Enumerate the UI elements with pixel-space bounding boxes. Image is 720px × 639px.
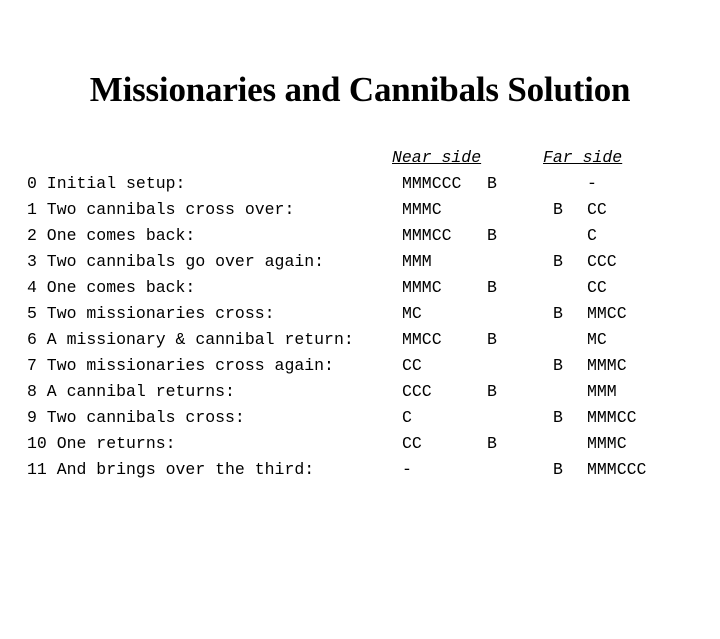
step-description: 10 One returns: — [27, 434, 176, 453]
near-side-state: CCC — [402, 382, 432, 401]
far-side-boat: B — [553, 356, 563, 375]
step-description: 4 One comes back: — [27, 278, 196, 297]
step-description: 7 Two missionaries cross again: — [27, 356, 334, 375]
step-row — [0, 171, 720, 197]
far-side-state: CC — [587, 278, 607, 297]
far-side-state: C — [587, 226, 597, 245]
step-row — [0, 249, 720, 275]
near-side-boat: B — [487, 330, 497, 349]
near-side-state: - — [402, 460, 412, 479]
near-side-state: MMCC — [402, 330, 442, 349]
step-row — [0, 275, 720, 301]
far-side-state: MMMCC — [587, 408, 637, 427]
near-side-boat: B — [487, 434, 497, 453]
step-description: 5 Two missionaries cross: — [27, 304, 275, 323]
near-side-state: MMMCC — [402, 226, 452, 245]
far-side-state: MMMC — [587, 356, 627, 375]
near-side-header: Near side — [392, 148, 482, 167]
far-side-state: CC — [587, 200, 607, 219]
step-row — [0, 353, 720, 379]
near-side-boat: B — [487, 382, 497, 401]
step-row — [0, 327, 720, 353]
solution-steps — [0, 171, 720, 483]
far-side-state: CCC — [587, 252, 617, 271]
step-row — [0, 301, 720, 327]
far-side-boat: B — [553, 252, 563, 271]
step-description: 11 And brings over the third: — [27, 460, 315, 479]
near-side-boat: B — [487, 278, 497, 297]
step-description: 8 A cannibal returns: — [27, 382, 235, 401]
near-side-state: MMMCCC — [402, 174, 462, 193]
far-side-state: MMMC — [587, 434, 627, 453]
near-side-state: C — [402, 408, 412, 427]
far-side-state: - — [587, 174, 597, 193]
step-row — [0, 223, 720, 249]
far-side-boat: B — [553, 408, 563, 427]
step-row — [0, 405, 720, 431]
far-side-state: MC — [587, 330, 607, 349]
step-row — [0, 431, 720, 457]
near-side-state: CC — [402, 356, 422, 375]
step-description: 2 One comes back: — [27, 226, 196, 245]
far-side-header: Far side — [543, 148, 623, 167]
far-side-state: MMCC — [587, 304, 627, 323]
far-side-boat: B — [553, 460, 563, 479]
step-description: 0 Initial setup: — [27, 174, 186, 193]
page-title: Missionaries and Cannibals Solution — [89, 70, 631, 109]
near-side-state: MMM — [402, 252, 432, 271]
step-description: 1 Two cannibals cross over: — [27, 200, 295, 219]
step-row — [0, 379, 720, 405]
step-description: 3 Two cannibals go over again: — [27, 252, 325, 271]
near-side-boat: B — [487, 226, 497, 245]
step-description: 6 A missionary & cannibal return: — [27, 330, 354, 349]
far-side-state: MMM — [587, 382, 617, 401]
near-side-state: CC — [402, 434, 422, 453]
step-description: 9 Two cannibals cross: — [27, 408, 245, 427]
far-side-boat: B — [553, 304, 563, 323]
step-row — [0, 457, 720, 483]
near-side-state: MC — [402, 304, 422, 323]
far-side-boat: B — [553, 200, 563, 219]
near-side-boat: B — [487, 174, 497, 193]
step-row — [0, 197, 720, 223]
near-side-state: MMMC — [402, 278, 442, 297]
far-side-state: MMMCCC — [587, 460, 647, 479]
near-side-state: MMMC — [402, 200, 442, 219]
